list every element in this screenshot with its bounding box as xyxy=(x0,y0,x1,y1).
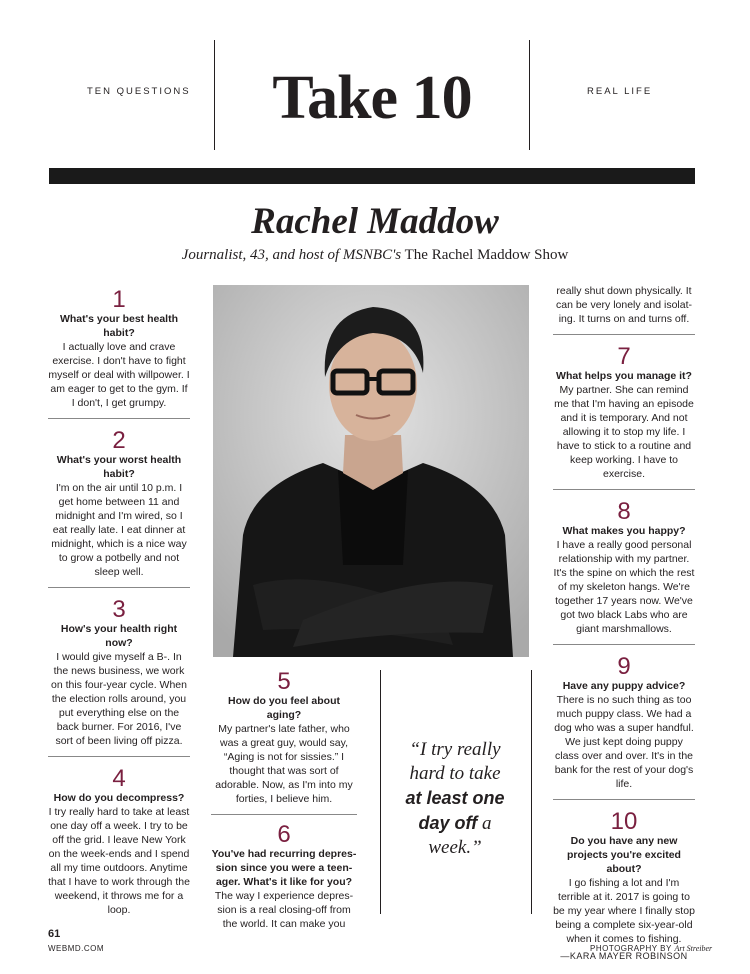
portrait-illustration xyxy=(213,285,529,657)
question: How do you feel about aging? xyxy=(228,695,340,721)
divider xyxy=(553,799,695,800)
section-kicker-left: TEN QUESTIONS xyxy=(87,86,191,97)
page-title: Take 10 xyxy=(272,64,472,132)
answer-continued: really shut down physically. It can be very lonely and isolat-ing. It turns on and turns off. xyxy=(556,285,692,325)
divider xyxy=(553,489,695,490)
question: Do you have any new projects you're excited about? xyxy=(567,835,681,875)
answer: I would give myself a B-. In the news business, we work on this four-year cycle. When the election rolls around, you put everything else on the back burner. For 2016, I've sort of been living off pizza. xyxy=(51,651,187,747)
answer: There is no such thing as too much puppy class. We had a dog who was a super handful. We just kept doing puppy class over and over. It's in the bank for the rest of your dog's life. xyxy=(554,694,694,790)
photo-credit xyxy=(590,944,712,953)
portrait-photo xyxy=(213,285,529,657)
question: How do you decompress? xyxy=(53,792,185,804)
header-divider-right xyxy=(529,40,530,150)
answer: I'm on the air until 10 p.m. I get home between 11 and midnight and I'm wired, so I eat really late. I eat dinner at midnight, which is a nice way to grow a potbelly and not sleep well. xyxy=(51,482,187,578)
answer: I go fishing a lot and I'm terrible at it. 2017 is going to be my year where I finally stop being a complete six-year-old when it comes to fishing. xyxy=(553,877,695,945)
answer: I have a really good personal relationship with my partner. It's the spine on which the rest of my skeleton hangs. We're together 17 years now. We've got two black Labs who are giant marshmallows. xyxy=(553,539,695,635)
footer-site: WEBMD.COM xyxy=(48,944,105,953)
profile-subtitle xyxy=(60,247,690,264)
byline: —KARA MAYER ROBINSON xyxy=(560,951,688,961)
answer: My partner. She can remind me that I'm having an episode and it is temporary. And not allowing it to stop my life. I have to stick to a routine and keep working. I have to exercise. xyxy=(554,384,694,480)
pull-quote-line1: “I try really hard to take xyxy=(409,739,501,784)
question-number: 8 xyxy=(617,498,631,525)
question-number: 6 xyxy=(277,821,291,848)
question-number: 7 xyxy=(617,343,631,370)
answer: My partner's late father, who was a great guy, would say, “Aging is not for sissies.” I thought that was sort of adorable. Now, as I'm into my forties, I believe him. xyxy=(215,723,353,805)
question-number: 5 xyxy=(277,668,291,695)
divider xyxy=(48,418,190,419)
header-rule-bar xyxy=(49,168,695,184)
center-column xyxy=(211,670,357,931)
pull-quote-line2: a week.” xyxy=(428,813,492,858)
page-number: 61 xyxy=(48,928,61,940)
column-divider xyxy=(380,670,381,914)
divider xyxy=(48,587,190,588)
answer: The way I experience depres-sion is a real closing-off from the world. It can make you xyxy=(214,890,354,930)
question: What helps you manage it? xyxy=(556,370,692,382)
question-number: 3 xyxy=(112,596,126,623)
divider xyxy=(211,814,357,815)
question: What's your best health habit? xyxy=(59,313,178,339)
divider xyxy=(48,756,190,757)
profile-name: Rachel Maddow xyxy=(251,201,499,242)
subtitle-prefix: Journalist, 43, and host of MSNBC's xyxy=(181,247,402,263)
pull-quote-emphasis: at least one day off xyxy=(405,788,505,833)
divider xyxy=(553,334,695,335)
section-kicker-right: REAL LIFE xyxy=(587,86,653,97)
column-divider xyxy=(531,670,532,914)
subtitle-show: The Rachel Maddow Show xyxy=(404,247,569,263)
question-number: 9 xyxy=(617,653,631,680)
question: You've had recurring depres-sion since you were a teen-ager. What's it like for you? xyxy=(211,848,357,888)
question: What's your worst health habit? xyxy=(56,454,182,480)
question-number: 2 xyxy=(112,427,126,454)
credit-name: Art Streiber xyxy=(674,944,713,953)
divider xyxy=(553,644,695,645)
question-number: 1 xyxy=(112,286,126,313)
question: How's your health right now? xyxy=(60,623,178,649)
question-number: 4 xyxy=(112,765,126,792)
question-number: 10 xyxy=(610,808,638,835)
question: Have any puppy advice? xyxy=(562,680,686,692)
pull-quote xyxy=(405,738,505,860)
answer: I actually love and crave exercise. I don't have to fight myself or deal with willpower. I am eager to get to the gym. If I don't, I get grumpy. xyxy=(48,341,190,409)
left-column xyxy=(48,288,190,917)
question: What makes you happy? xyxy=(562,525,686,537)
answer: I try really hard to take at least one day off a week. I try to be off the grid. I leave New York on the week-ends and I spend all my time outdoors. Anytime that I have to work through the weekend, it throws me for a loop. xyxy=(48,806,190,916)
credit-label: PHOTOGRAPHY BY xyxy=(590,944,672,953)
right-column xyxy=(553,284,695,963)
